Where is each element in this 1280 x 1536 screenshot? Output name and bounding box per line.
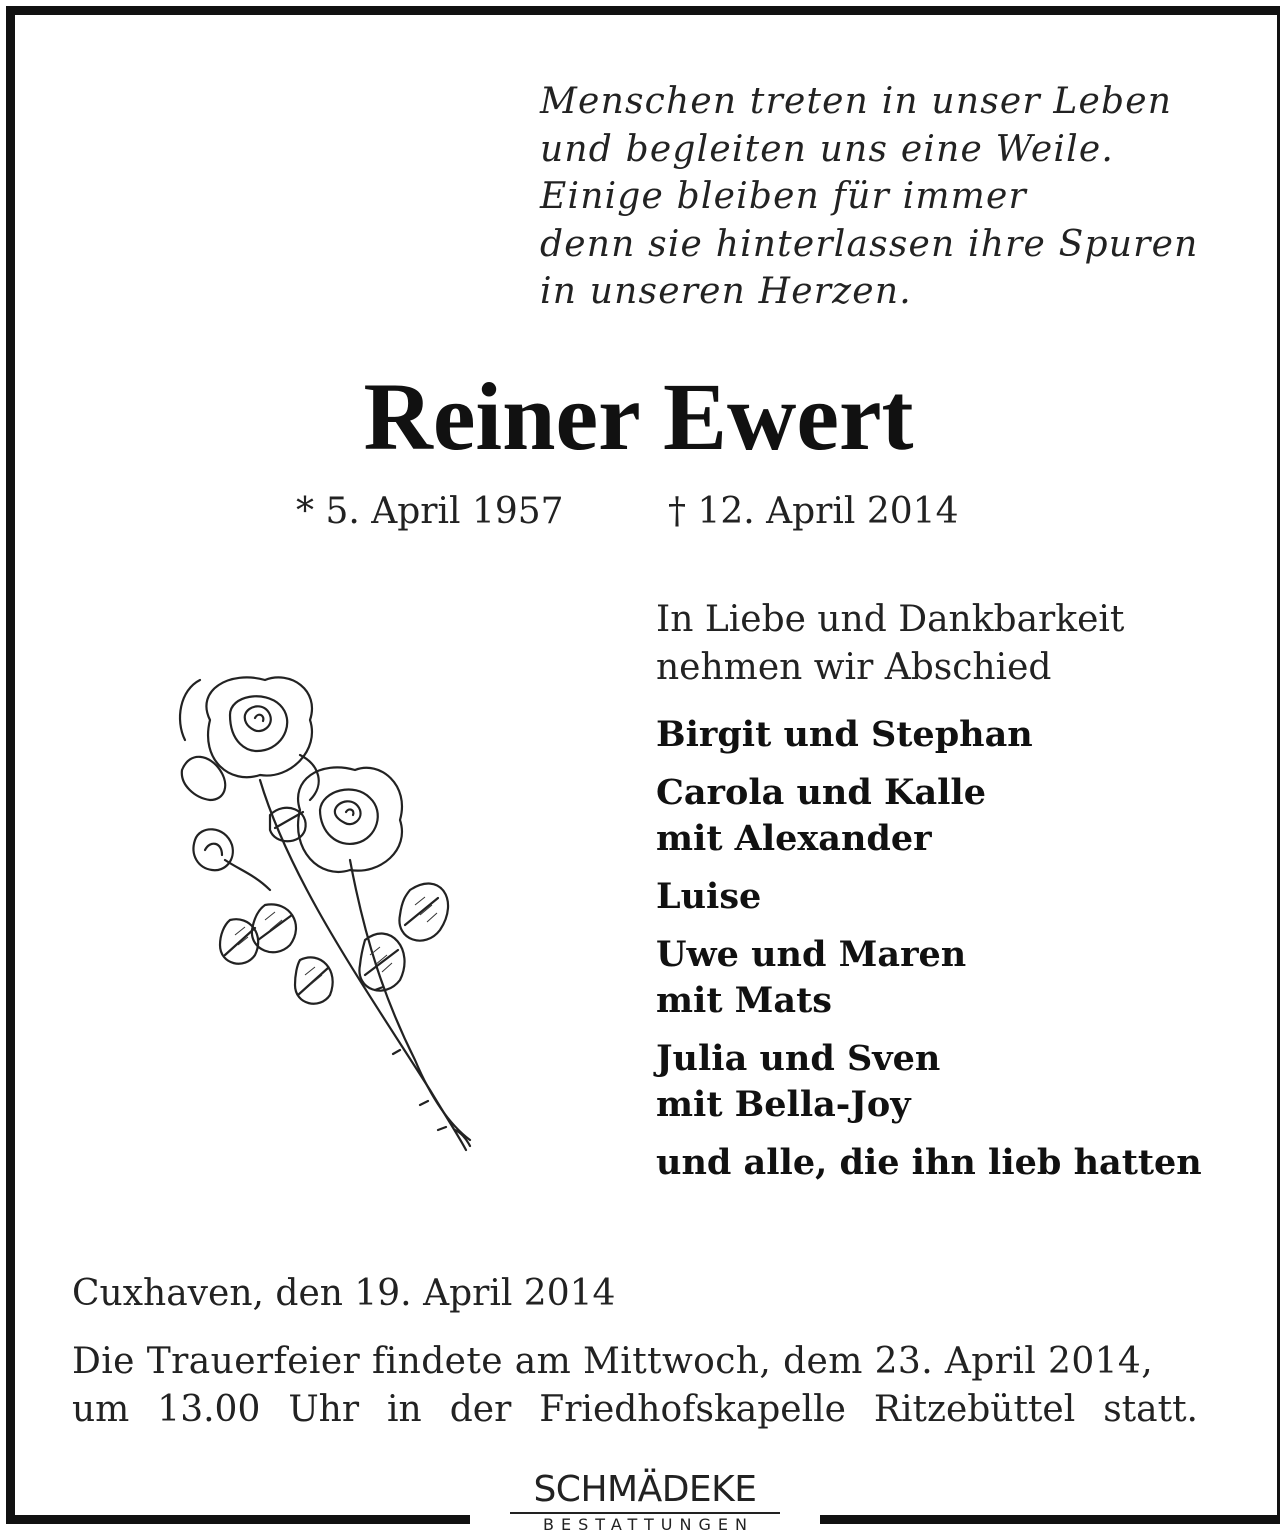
funeral-home-logo bbox=[470, 1462, 820, 1536]
birth-date: * 5. April 1957 bbox=[296, 491, 564, 532]
family-group bbox=[656, 874, 1202, 920]
farewell-line: In Liebe und Dankbarkeit bbox=[656, 599, 1125, 640]
family-line: Julia und Sven bbox=[656, 1038, 941, 1079]
family-group bbox=[656, 770, 1202, 862]
funeral-home-name: SCHMÄDEKE bbox=[533, 1469, 757, 1510]
family-line: mit Mats bbox=[656, 980, 832, 1021]
service-line: Die Trauerfeier findete am Mittwoch, dem 23. April 2014, bbox=[72, 1341, 1154, 1382]
poem-line: Einige bleiben für immer bbox=[540, 176, 1027, 217]
farewell-line: nehmen wir Abschied bbox=[656, 647, 1052, 688]
family-line: mit Bella-Joy bbox=[656, 1084, 911, 1125]
poem-line: und begleiten uns eine Weile. bbox=[540, 128, 1114, 170]
family-line: Birgit und Stephan bbox=[656, 714, 1033, 755]
family-line: Uwe und Maren bbox=[656, 934, 967, 975]
family-line: Luise bbox=[656, 876, 762, 917]
farewell-text bbox=[656, 596, 1124, 692]
family-line: Carola und Kalle bbox=[656, 772, 986, 813]
family-list bbox=[656, 712, 1202, 1198]
roses-illustration-icon bbox=[170, 660, 500, 1160]
poem-line: in unseren Herzen. bbox=[540, 271, 912, 312]
poem-line: denn sie hinterlassen ihre Spuren bbox=[540, 223, 1199, 265]
family-line: mit Alexander bbox=[656, 818, 932, 859]
family-group bbox=[656, 1036, 1202, 1128]
family-group bbox=[656, 1140, 1202, 1186]
family-group bbox=[656, 712, 1202, 758]
death-date: † 12. April 2014 bbox=[668, 491, 959, 532]
poem bbox=[540, 78, 1198, 316]
family-line: und alle, die ihn lieb hatten bbox=[656, 1142, 1202, 1183]
funeral-home-subtitle: BESTATTUNGEN bbox=[543, 1515, 754, 1534]
place-and-date: Cuxhaven, den 19. April 2014 bbox=[72, 1273, 616, 1314]
poem-line: Menschen treten in unser Leben bbox=[540, 81, 1173, 122]
service-line: um 13.00 Uhr in der Friedhofskapelle Ritzebüttel statt. bbox=[72, 1389, 1198, 1430]
deceased-name-text: Reiner Ewert bbox=[363, 363, 914, 470]
family-group bbox=[656, 932, 1202, 1024]
funeral-service-info bbox=[72, 1338, 1202, 1434]
deceased-name bbox=[0, 362, 1280, 472]
